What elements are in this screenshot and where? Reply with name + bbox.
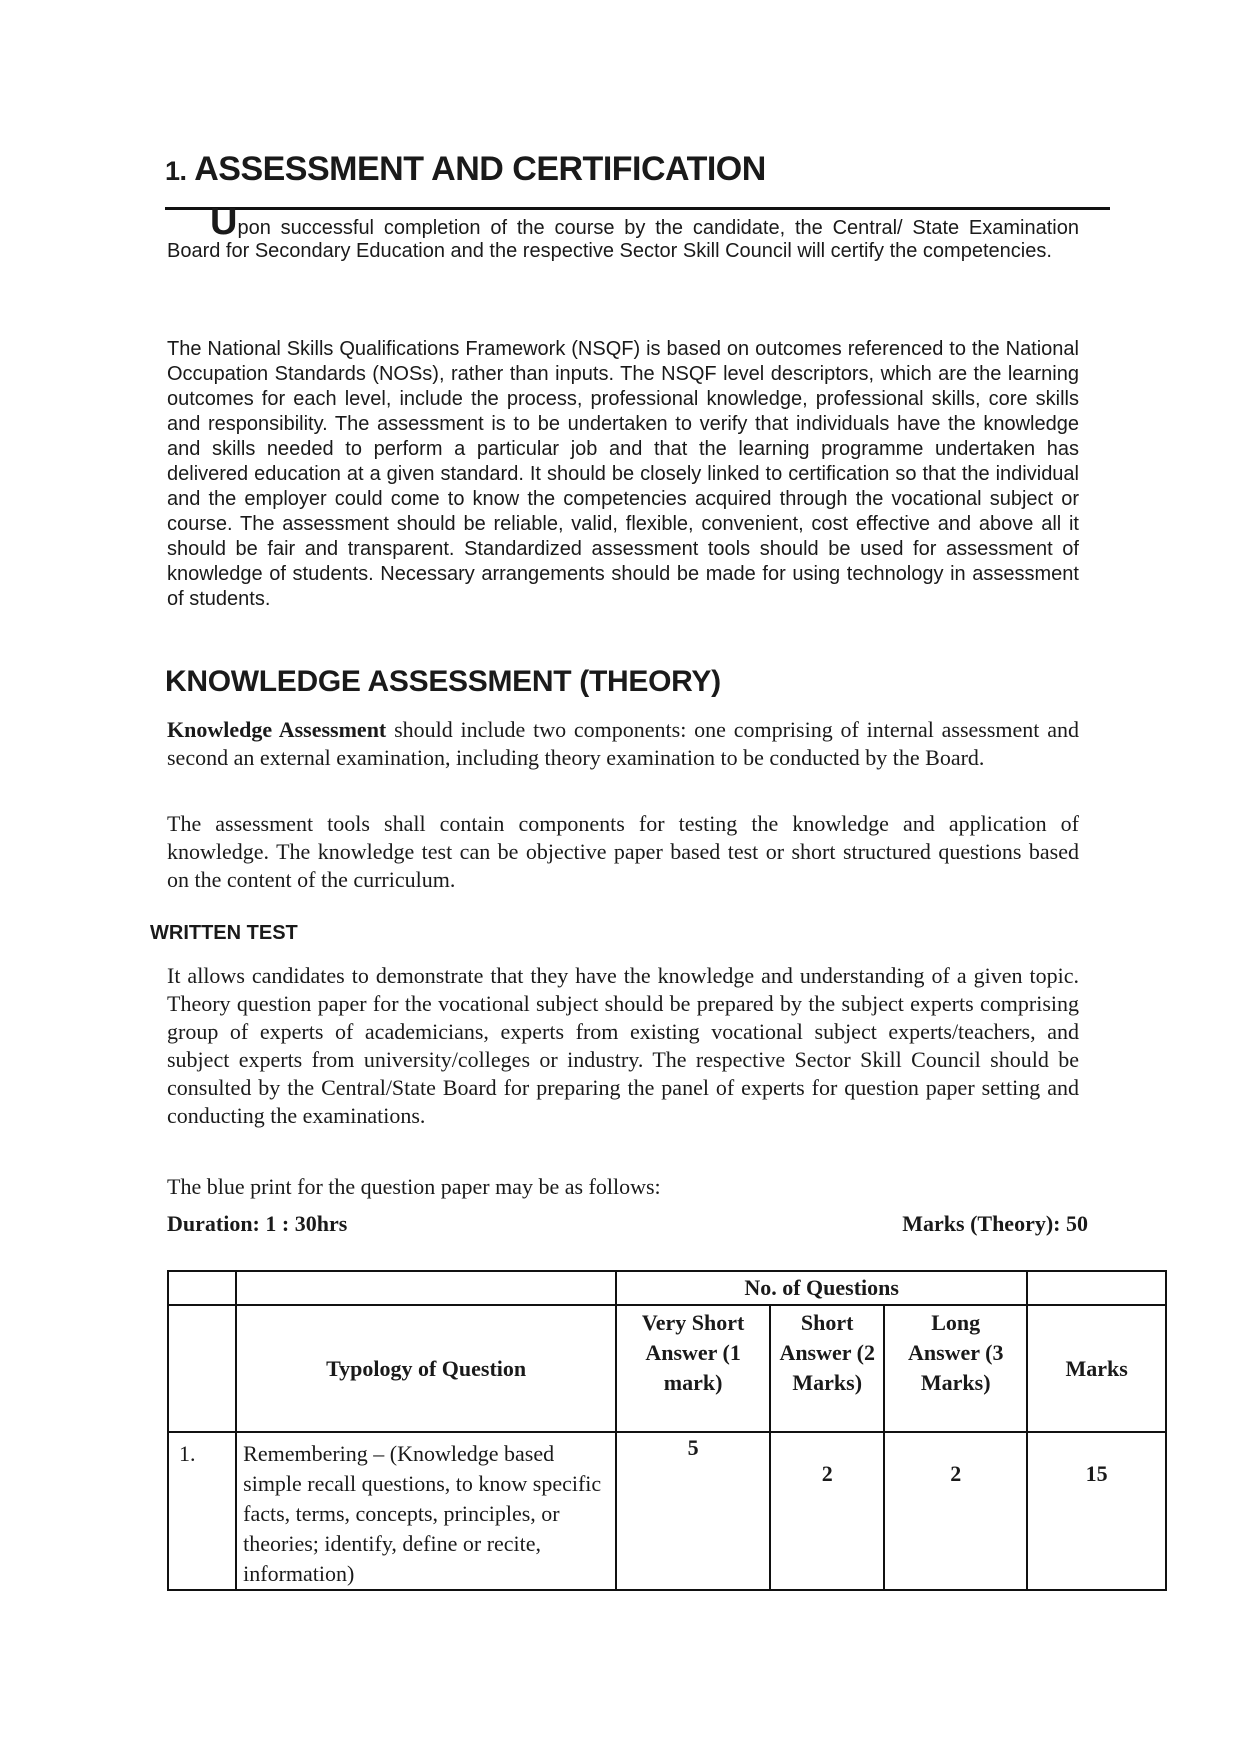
- header-empty-cell: [168, 1271, 236, 1305]
- knowledge-assessment-text: should include two components: one comprising of internal assessment and second an external examination, including theory examination to be conducted by the Board.: [167, 717, 1079, 770]
- short-answer-header: Short Answer (2 Marks): [770, 1305, 884, 1432]
- short-count-cell: 2: [770, 1432, 884, 1590]
- table-header-row: [168, 1305, 1166, 1432]
- header-empty-cell: [1027, 1271, 1166, 1305]
- long-answer-header: Long Answer (3 Marks): [884, 1305, 1027, 1432]
- knowledge-assessment-heading: KNOWLEDGE ASSESSMENT (THEORY): [165, 665, 721, 698]
- intro-dropcap: U: [210, 201, 238, 243]
- intro-text: pon successful completion of the course by the candidate, the Central/ State Examination Board for Secondary Education and the respective Sector Skill Council will certify the competencies.: [167, 217, 1079, 262]
- knowledge-assessment-lead: Knowledge Assessment: [167, 717, 387, 742]
- heading-divider: [165, 207, 1110, 210]
- nsqf-paragraph: The National Skills Qualifications Framework (NSQF) is based on outcomes referenced to the National Occupation Standards (NOSs), rather than inputs. The NSQF level descriptors, which are the learning outcomes for each level, include the process, professional knowledge, professional skills, core skills and responsibility. The assessment is to be undertaken to verify that individuals have the knowledge and skills needed to perform a particular job and that the learning programme undertaken has delivered education at a given standard. It should be closely linked to certification so that the individual and the employer could come to know the competencies acquired through the vocational subject or course. The assessment should be reliable, valid, flexible, convenient, cost effective and above all it should be fair and transparent. Standardized assessment tools should be used for assessment of knowledge of students. Necessary arrangements should be made for using technology in assessment of students.: [167, 338, 1079, 610]
- knowledge-assessment-paragraph-2: The assessment tools shall contain components for testing the knowledge and application of knowledge. The knowledge test can be objective paper based test or short structured questions based on the content of the curriculum.: [167, 811, 1079, 892]
- header-empty-cell: [236, 1271, 616, 1305]
- table-row: [168, 1432, 1166, 1590]
- intro-paragraph: [167, 201, 1079, 263]
- long-count-cell: 2: [884, 1432, 1027, 1590]
- table-header-row: [168, 1271, 1166, 1305]
- section-title: ASSESSMENT AND CERTIFICATION: [194, 150, 766, 188]
- very-short-count-cell: 5: [616, 1432, 770, 1590]
- blueprint-table: [167, 1270, 1167, 1591]
- written-test-paragraph: It allows candidates to demonstrate that they have the knowledge and understanding of a given topic. Theory question paper for the vocational subject should be prepared by the subject experts comprising group of experts of academicians, experts from existing vocational subject experts/teachers, and subject experts from university/colleges or industry. The respective Sector Skill Council should be consulted by the Central/State Board for preparing the panel of experts for question paper setting and conducting the examinations.: [167, 963, 1079, 1128]
- typology-header: Typology of Question: [236, 1305, 616, 1432]
- section-number: 1.: [165, 156, 187, 186]
- marks-cell: 15: [1027, 1432, 1166, 1590]
- duration-label: Duration: 1 : 30hrs: [167, 1211, 348, 1236]
- typology-cell: Remembering – (Knowledge based simple recall questions, to know specific facts, terms, concepts, principles, or theories; identify, define or recite, information): [236, 1432, 616, 1590]
- marks-theory-label: Marks (Theory): 50: [902, 1211, 1088, 1236]
- serial-number-cell: 1.: [168, 1432, 236, 1590]
- written-test-heading: WRITTEN TEST: [150, 922, 298, 944]
- no-of-questions-header: No. of Questions: [616, 1271, 1027, 1305]
- section-heading: [165, 150, 766, 189]
- very-short-answer-header: Very Short Answer (1 mark): [616, 1305, 770, 1432]
- knowledge-assessment-paragraph-1: [167, 716, 1079, 772]
- marks-header: Marks: [1027, 1305, 1166, 1432]
- blueprint-intro: The blue print for the question paper may be as follows:: [167, 1174, 661, 1199]
- header-empty-cell: [168, 1305, 236, 1432]
